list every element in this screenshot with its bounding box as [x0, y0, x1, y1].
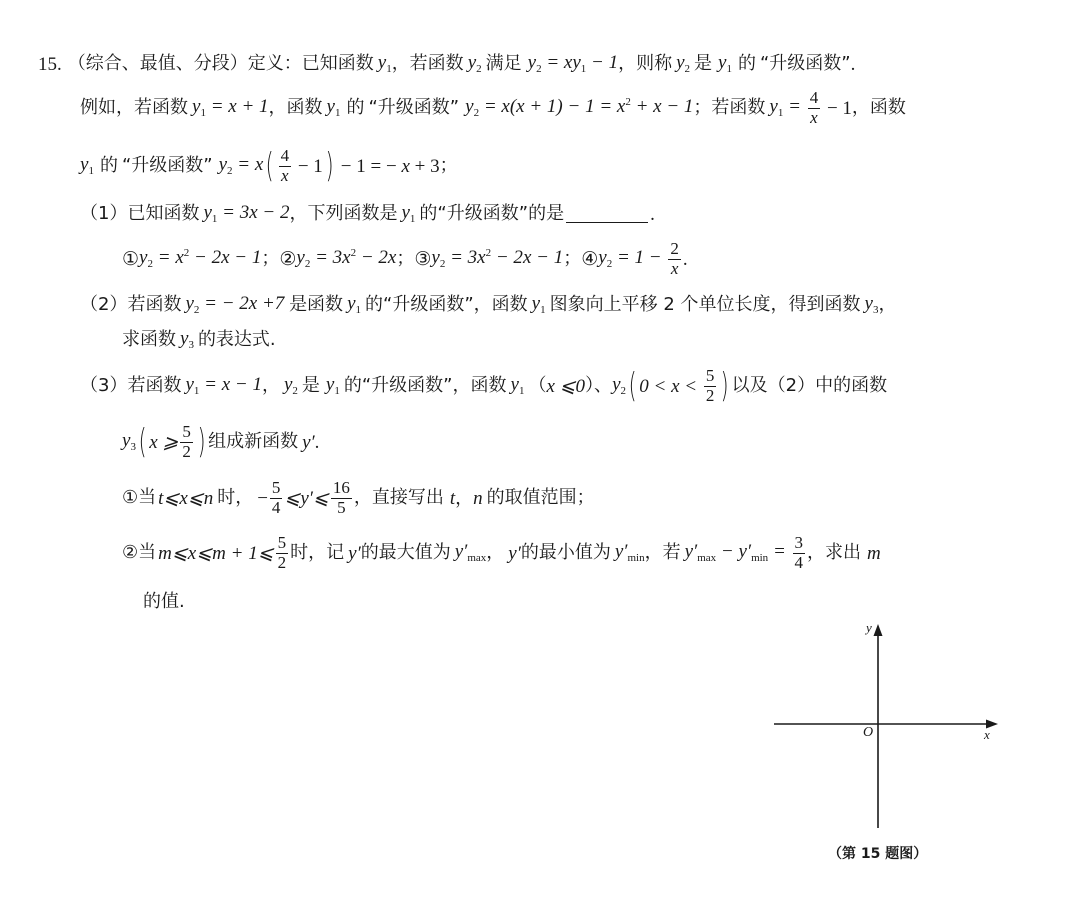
- fraction-2-over-x: $\frac{2}{x}$: [670, 238, 679, 278]
- fraction-16-over-5: $\frac{16}{5}$: [332, 477, 350, 517]
- option-3-marker: ③: [414, 248, 432, 270]
- sub2-ymin: $y'_{min}$: [614, 541, 645, 564]
- sub2-m: m: [867, 542, 881, 564]
- part3-paren-close: ）、: [585, 375, 613, 396]
- text-then-called: ，则称: [618, 53, 673, 74]
- big-paren-open-2: (: [628, 366, 637, 406]
- option-1-expr: $y_2 = x^2 - 2x - 1$: [139, 247, 262, 270]
- sub2-tail: ，求出: [807, 542, 862, 563]
- text-upgrade-quote-3: “升级函数”: [121, 155, 213, 176]
- answer-blank[interactable]: [566, 206, 648, 223]
- option-2-marker: ②: [279, 248, 297, 270]
- part3-line2-end: .: [314, 431, 320, 453]
- part3-domain-3: x ⩾: [149, 431, 179, 453]
- sub1-range: t⩽x⩽n: [158, 487, 214, 509]
- part1-label: （1）已知函数: [80, 203, 200, 224]
- minus-one-2: − 1: [293, 155, 323, 177]
- sub2-ymax: $y'_{max}$: [454, 541, 487, 564]
- definition-lead: 定义：已知函数: [247, 53, 374, 74]
- part2-y1: $y_1$: [347, 293, 361, 316]
- math-y1-c: $y_1$: [326, 96, 341, 119]
- sub1-minus: −: [257, 487, 268, 509]
- part1-options: [122, 238, 688, 278]
- math-y1: $y_1$: [377, 52, 392, 75]
- math-y1-d: $y_1$: [80, 154, 94, 177]
- fraction-5-over-2-b: $\frac{5}{2}$: [182, 421, 191, 461]
- definition-formula: $y_2 = xy_1 - 1$: [527, 52, 619, 75]
- sub2-if: ，若: [644, 542, 681, 563]
- part3-text2: 的“升级函数”，函数: [343, 375, 507, 396]
- text-function: ，函数: [268, 97, 323, 118]
- text-of: 的: [737, 53, 756, 74]
- part3-text1: 是: [301, 375, 320, 396]
- sub2-max-text: 的最大值为: [360, 542, 451, 563]
- y-axis-arrow: [874, 624, 883, 636]
- part3-y2-b: $y_2$: [612, 374, 626, 397]
- minus-one: − 1: [822, 97, 852, 119]
- sub2-label: ②当: [122, 542, 157, 563]
- part3-line2-tail: 组成新函数: [208, 431, 299, 452]
- option-4-expr: $y_2 = 1$ −: [598, 247, 667, 270]
- part3-question: [80, 366, 887, 406]
- text-of-2: 的: [346, 97, 365, 118]
- part3-y1-b: $y_1$: [510, 374, 525, 397]
- part3-sub2: [122, 533, 881, 573]
- big-paren-open-3: (: [138, 422, 147, 462]
- sub2-y-prime: y′: [348, 542, 361, 564]
- math-y-prime: y′: [302, 431, 315, 453]
- sub2-range: m⩽x⩽m + 1⩽: [158, 542, 274, 564]
- fraction-4-over-x-2: $\frac{4}{x}$: [280, 145, 290, 185]
- example2-tail: − 1 = − x + 3: [336, 155, 440, 177]
- option-4-end: .: [682, 248, 688, 270]
- sub1-mid: 时，: [217, 487, 254, 508]
- example-line-1: [80, 87, 906, 127]
- sep-2: ；: [396, 248, 415, 269]
- part3-y2: $y_2$: [283, 374, 298, 397]
- sub2-min-text: 的最小值为: [520, 542, 611, 563]
- coordinate-axes-figure: [770, 618, 1002, 834]
- part2-line2-text: 求函数: [122, 329, 176, 350]
- text-if-function: ，若函数: [391, 53, 464, 74]
- part3-label: （3）若函数: [80, 375, 182, 396]
- math-y2: $y_2$: [467, 52, 482, 75]
- option-1-marker: ①: [122, 248, 140, 270]
- fraction-5-over-4: $\frac{5}{4}$: [271, 477, 281, 517]
- text-comma-function: ，函数: [851, 97, 906, 118]
- example2-y2-result: $y_2 = x$: [218, 154, 264, 177]
- option-3-expr: $y_2 = 3x^2 - 2x - 1$: [431, 247, 564, 270]
- part1-question: [80, 203, 655, 225]
- part1-mid: ，下列函数是: [289, 203, 398, 224]
- y-axis-label: y: [866, 620, 872, 635]
- part3-text3: 以及（2）中的函数: [731, 375, 888, 396]
- big-paren-open: (: [265, 146, 274, 186]
- part3-paren-open: （: [528, 375, 547, 396]
- problem-tags: （综合、最值、分段）: [67, 53, 248, 74]
- sep-3: ；: [563, 248, 582, 269]
- part2-y3-b: $y_3$: [180, 328, 194, 351]
- part1-end: .: [650, 203, 655, 225]
- fraction-3-over-4: $\frac{3}{4}$: [794, 532, 804, 572]
- part1-tail: 的“升级函数”的是: [419, 203, 565, 224]
- part2-line2-tail: 的表达式.: [197, 329, 276, 350]
- sub1-end: 的取值范围；: [486, 487, 595, 508]
- part3-domain-2: 0 < x <: [639, 375, 702, 397]
- sub1-tail: ，直接写出: [353, 487, 444, 508]
- part2-text1: 是函数: [289, 294, 344, 315]
- part3-line2: [122, 422, 319, 462]
- big-paren-close-2: ): [721, 366, 729, 406]
- sub2-diff: $y'_{max} - y'_{min}$ =: [684, 541, 791, 564]
- part2-line2: [122, 329, 276, 351]
- part3-y3: $y_3$: [122, 430, 136, 453]
- fraction-5-over-2-c: $\frac{5}{2}$: [277, 532, 287, 572]
- math-y2-b: $y_2$: [676, 52, 691, 75]
- part3-comma: ，: [261, 375, 280, 396]
- text-semicolon: ；: [439, 155, 458, 176]
- big-paren-close-3: ): [197, 422, 206, 462]
- fraction-5-over-2: $\frac{5}{2}$: [705, 365, 715, 405]
- part2-y1-b: $y_1$: [531, 293, 546, 316]
- part3-y1-def: $y_1 = x - 1$: [185, 374, 262, 397]
- sub1-vars: t，n: [449, 487, 483, 509]
- text-semicolon-if: ；若函数: [693, 97, 766, 118]
- part2-text2: 的“升级函数”，函数: [365, 294, 528, 315]
- part2-y3: $y_3$: [864, 293, 879, 316]
- text-of-3: 的: [99, 155, 118, 176]
- part2-label: （2）若函数: [80, 294, 182, 315]
- sub1-y-prime: ⩽y′⩽: [284, 487, 329, 509]
- text-upgrade-quote-2: “升级函数”: [368, 97, 460, 118]
- last-line-text: 的值.: [143, 591, 185, 612]
- part1-y1: $y_1$: [401, 202, 416, 225]
- part3-domain-1: x ⩽0: [546, 375, 586, 397]
- sub2-y-prime-b: y′: [508, 542, 521, 564]
- example-line-2: [80, 146, 458, 186]
- part3-sub1: [122, 478, 595, 518]
- math-y1-b: $y_1$: [718, 52, 732, 75]
- text-satisfies: 满足: [485, 53, 522, 74]
- part2-text3: 图象向上平移 2 个单位长度，得到函数: [549, 294, 861, 315]
- example-y2-result: $y_2 = x(x + 1) - 1 = x^2 + x - 1$: [465, 96, 694, 119]
- figure-caption: （第 15 题图）: [828, 846, 928, 862]
- origin-label: O: [863, 725, 874, 740]
- part2-y2-def: $y_2$ = − 2x +7: [185, 293, 290, 316]
- option-2-expr: $y_2 = 3x^2 - 2x$: [296, 247, 397, 270]
- sub2-mid: 时，记: [290, 542, 345, 563]
- sub2-comma: ，: [486, 542, 505, 563]
- problem-number: 15.: [38, 53, 62, 75]
- option-4-marker: ④: [581, 248, 599, 270]
- fraction-4-over-x: $\frac{4}{x}$: [809, 87, 819, 127]
- example-lead: 例如，若函数: [80, 97, 188, 118]
- x-axis-label: x: [984, 727, 990, 742]
- definition-line: [38, 53, 855, 75]
- part1-y1-def: $y_1 = 3x - 2$: [203, 202, 290, 225]
- example2-y1-def: $y_1$ =: [769, 96, 806, 119]
- sub1-label: ①当: [122, 487, 157, 508]
- part2-comma: ，: [878, 294, 897, 315]
- text-period: .: [850, 53, 856, 75]
- text-is: 是: [694, 53, 713, 74]
- example-y1-def: $y_1 = x + 1$: [192, 96, 269, 119]
- part3-y1: $y_1$: [325, 374, 340, 397]
- text-upgrade-quote: “升级函数”: [759, 53, 851, 74]
- big-paren-close: ): [325, 146, 334, 186]
- sep-1: ；: [261, 248, 280, 269]
- part3-last-line: [143, 593, 185, 611]
- part2-question: [80, 294, 896, 316]
